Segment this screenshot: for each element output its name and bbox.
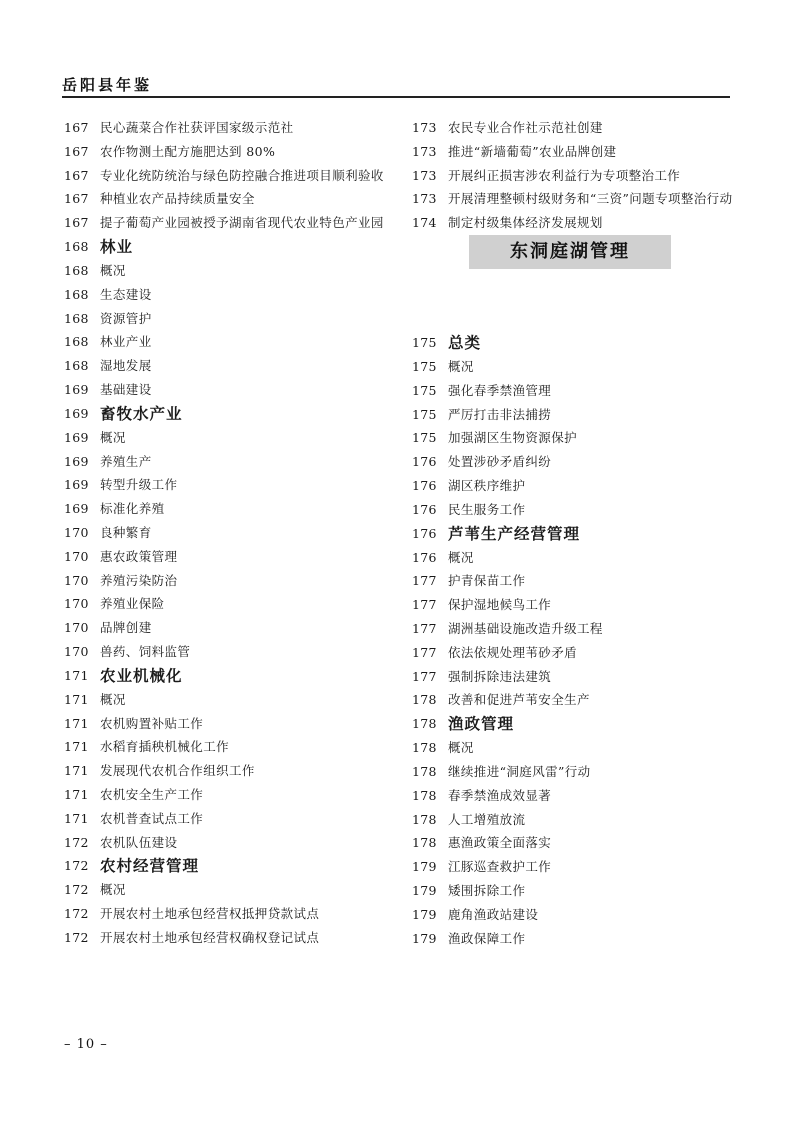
toc-entry-title: 护青保苗工作 — [448, 573, 526, 589]
toc-page-number: 177 — [412, 668, 437, 684]
toc-page-number: 175 — [412, 334, 437, 350]
toc-entry — [64, 831, 394, 855]
toc-entry — [64, 521, 394, 545]
toc-page-number: 170 — [64, 643, 89, 659]
toc-entry-title: 江豚巡查救护工作 — [448, 859, 552, 875]
toc-page-number: 176 — [412, 477, 437, 493]
toc-entry-title: 农作物测土配方施肥达到 80% — [100, 143, 276, 159]
toc-entry — [412, 355, 737, 379]
toc-page-number: 176 — [412, 454, 437, 470]
toc-left-column — [64, 116, 394, 950]
toc-entry-title: 养殖污染防治 — [100, 572, 178, 588]
toc-entry — [64, 688, 394, 712]
toc-entry — [64, 878, 394, 902]
toc-entry-title: 基础建设 — [100, 381, 152, 397]
toc-entry — [412, 736, 737, 760]
toc-entry — [64, 497, 394, 521]
toc-entry-title: 概况 — [100, 882, 126, 898]
toc-page-number: 172 — [64, 906, 89, 922]
toc-entry — [412, 617, 737, 641]
header-rule — [62, 96, 730, 98]
toc-page-number: 177 — [412, 644, 437, 660]
toc-section-title: 林业 — [100, 237, 134, 256]
toc-entry-title: 春季禁渔成效显著 — [448, 787, 552, 803]
toc-entry-title: 养殖生产 — [100, 453, 152, 469]
toc-entry — [64, 735, 394, 759]
toc-entry — [412, 546, 737, 570]
toc-entry — [412, 784, 737, 808]
toc-entry-title: 民生服务工作 — [448, 501, 526, 517]
toc-section-title: 总类 — [448, 333, 482, 352]
toc-page-number: 171 — [64, 691, 89, 707]
toc-entry-title: 矮围拆除工作 — [448, 882, 526, 898]
toc-entry-title: 推进“新墙葡萄”农业品牌创建 — [448, 143, 617, 159]
toc-page-number: 178 — [412, 835, 437, 851]
toc-entry-title: 处置涉砂矛盾纠纷 — [448, 454, 552, 470]
toc-entry-title: 农机队伍建设 — [100, 834, 178, 850]
toc-entry — [412, 211, 737, 235]
toc-page-number: 177 — [412, 573, 437, 589]
toc-entry — [412, 450, 737, 474]
toc-page-number: 170 — [64, 572, 89, 588]
toc-page-number: 171 — [64, 739, 89, 755]
toc-entry — [412, 379, 737, 403]
toc-page-number: 178 — [412, 716, 437, 732]
toc-entry-title: 鹿角渔政站建设 — [448, 906, 539, 922]
toc-entry — [64, 450, 394, 474]
toc-page-number: 171 — [64, 810, 89, 826]
toc-entry — [64, 926, 394, 950]
toc-entry-title: 提子葡萄产业园被授予湖南省现代农业特色产业园 — [100, 215, 384, 231]
toc-entry-title: 兽药、饲料监管 — [100, 643, 191, 659]
toc-entry — [64, 640, 394, 664]
toc-entry — [412, 403, 737, 427]
toc-section-title: 农村经营管理 — [100, 857, 200, 876]
toc-page-number: 177 — [412, 597, 437, 613]
toc-entry — [64, 473, 394, 497]
toc-entry-title: 种植业农产品持续质量安全 — [100, 191, 255, 207]
toc-page-number: 173 — [412, 191, 437, 207]
toc-entry — [412, 855, 737, 879]
toc-page-number: 171 — [64, 786, 89, 802]
toc-entry-title: 良种繁育 — [100, 524, 152, 540]
toc-entry — [412, 760, 737, 784]
toc-entry — [64, 259, 394, 283]
toc-entry-title: 生态建设 — [100, 286, 152, 302]
toc-entry — [64, 783, 394, 807]
toc-entry-title: 开展农村土地承包经营权抵押贷款试点 — [100, 906, 320, 922]
toc-page-number: 175 — [412, 358, 437, 374]
toc-entry-title: 农机购置补贴工作 — [100, 715, 204, 731]
toc-entry — [412, 116, 737, 140]
toc-entry-title: 概况 — [100, 262, 126, 278]
toc-entry-title: 湿地发展 — [100, 358, 152, 374]
toc-page-number: 169 — [64, 453, 89, 469]
toc-page-number: 172 — [64, 834, 89, 850]
toc-page-number: 170 — [64, 548, 89, 564]
toc-entry — [412, 498, 737, 522]
toc-entry-title: 概况 — [448, 549, 474, 565]
chapter-banner: 东洞庭湖管理 — [469, 235, 671, 269]
toc-page-number: 167 — [64, 143, 89, 159]
toc-entry — [64, 569, 394, 593]
toc-page-number: 167 — [64, 191, 89, 207]
toc-page-number: 171 — [64, 763, 89, 779]
toc-page-number: 176 — [412, 501, 437, 517]
toc-right-top-list — [412, 116, 737, 235]
toc-entry — [412, 808, 737, 832]
toc-page-number: 169 — [64, 477, 89, 493]
toc-entry-title: 农民专业合作社示范社创建 — [448, 120, 603, 135]
toc-entry-title: 保护湿地候鸟工作 — [448, 597, 552, 613]
toc-section-heading — [412, 331, 737, 355]
toc-section-heading — [412, 522, 737, 546]
toc-entry — [412, 593, 737, 617]
toc-page-number: 170 — [64, 620, 89, 636]
toc-page-number: 179 — [412, 930, 437, 946]
toc-page-number: 178 — [412, 811, 437, 827]
toc-entry — [64, 283, 394, 307]
toc-entry — [412, 641, 737, 665]
toc-entry — [412, 569, 737, 593]
toc-page-number: 178 — [412, 692, 437, 708]
toc-page-number: 172 — [64, 858, 89, 874]
toc-entry — [412, 140, 737, 164]
toc-page-number: 178 — [412, 787, 437, 803]
toc-page-number: 168 — [64, 310, 89, 326]
toc-page-number: 168 — [64, 358, 89, 374]
toc-page-number: 169 — [64, 429, 89, 445]
toc-page-number: 176 — [412, 525, 437, 541]
toc-entry — [64, 187, 394, 211]
toc-entry — [64, 378, 394, 402]
toc-entry — [412, 474, 737, 498]
toc-entry-title: 农机安全生产工作 — [100, 786, 204, 802]
toc-page-number: 171 — [64, 667, 89, 683]
toc-entry-title: 民心蔬菜合作社获评国家级示范社 — [100, 120, 294, 135]
toc-section-heading — [64, 664, 394, 688]
toc-page-number: 172 — [64, 929, 89, 945]
toc-entry-title: 强化春季禁渔管理 — [448, 382, 552, 398]
toc-entry-title: 加强湖区生物资源保护 — [448, 430, 578, 446]
toc-page-number: 175 — [412, 406, 437, 422]
toc-entry-title: 惠农政策管理 — [100, 548, 178, 564]
toc-entry-title: 惠渔政策全面落实 — [448, 835, 552, 851]
toc-entry — [412, 164, 737, 188]
toc-page-number: 169 — [64, 381, 89, 397]
toc-page-number: 168 — [64, 286, 89, 302]
toc-entry — [412, 927, 737, 951]
toc-entry-title: 养殖业保险 — [100, 596, 165, 612]
toc-entry — [412, 903, 737, 927]
toc-page-number: 170 — [64, 596, 89, 612]
toc-section-heading — [64, 854, 394, 878]
toc-page-number: 168 — [64, 262, 89, 278]
toc-entry — [64, 211, 394, 235]
toc-entry — [64, 307, 394, 331]
toc-entry — [412, 665, 737, 689]
toc-section-heading — [412, 712, 737, 736]
toc-entry-title: 概况 — [100, 691, 126, 707]
toc-page-number: 173 — [412, 143, 437, 159]
toc-entry-title: 开展农村土地承包经营权确权登记试点 — [100, 929, 320, 945]
toc-page-number: 169 — [64, 501, 89, 517]
toc-entry-title: 品牌创建 — [100, 620, 152, 636]
toc-entry — [64, 116, 394, 140]
toc-entry — [412, 426, 737, 450]
toc-entry-title: 农机普查试点工作 — [100, 810, 204, 826]
toc-entry — [64, 807, 394, 831]
toc-page-number: 179 — [412, 859, 437, 875]
toc-page-number: 172 — [64, 882, 89, 898]
toc-entry-title: 概况 — [448, 740, 474, 756]
toc-entry-title: 强制拆除违法建筑 — [448, 668, 552, 684]
toc-page-number: 169 — [64, 405, 89, 421]
running-head-title: 岳阳县年鉴 — [62, 76, 153, 94]
toc-entry — [64, 902, 394, 926]
toc-entry — [64, 354, 394, 378]
toc-entry-title: 人工增殖放流 — [448, 811, 526, 827]
toc-section-title: 农业机械化 — [100, 666, 183, 685]
chapter-banner-area — [412, 235, 737, 331]
toc-entry-title: 概况 — [448, 358, 474, 374]
toc-page-number: 174 — [412, 215, 437, 231]
toc-entry-title: 湖区秩序维护 — [448, 477, 526, 493]
toc-page-number: 179 — [412, 906, 437, 922]
toc-entry-title: 改善和促进芦苇安全生产 — [448, 692, 590, 708]
toc-entry — [64, 592, 394, 616]
toc-section-title: 畜牧水产业 — [100, 404, 183, 423]
toc-page-number: 177 — [412, 620, 437, 636]
toc-page-number: 168 — [64, 334, 89, 350]
toc-entry — [64, 712, 394, 736]
toc-page-number: 167 — [64, 215, 89, 231]
toc-entry — [412, 688, 737, 712]
toc-entry — [412, 879, 737, 903]
toc-entry-title: 概况 — [100, 429, 126, 445]
toc-entry — [64, 426, 394, 450]
toc-section-title: 芦苇生产经营管理 — [448, 524, 581, 543]
toc-entry-title: 严厉打击非法捕捞 — [448, 406, 552, 422]
toc-entry-title: 湖洲基础设施改造升级工程 — [448, 620, 603, 636]
toc-page-number: 175 — [412, 430, 437, 446]
toc-page-number: 176 — [412, 549, 437, 565]
toc-entry-title: 开展纠正损害涉农利益行为专项整治工作 — [448, 167, 681, 183]
toc-page-number: 173 — [412, 120, 437, 135]
toc-entry — [64, 759, 394, 783]
toc-entry-title: 资源管护 — [100, 310, 152, 326]
toc-page-number: 167 — [64, 167, 89, 183]
toc-page-number: 170 — [64, 524, 89, 540]
toc-page-number: 167 — [64, 120, 89, 135]
toc-page-number: 178 — [412, 740, 437, 756]
toc-entry — [412, 831, 737, 855]
toc-entry-title: 制定村级集体经济发展规划 — [448, 215, 603, 231]
toc-section-title: 渔政管理 — [448, 715, 515, 734]
toc-section-heading — [64, 235, 394, 259]
toc-right-bottom-list — [412, 331, 737, 950]
toc-entry-title: 水稻育插秧机械化工作 — [100, 739, 230, 755]
toc-page-number: 178 — [412, 763, 437, 779]
toc-page-number: 175 — [412, 382, 437, 398]
toc-page-number: 173 — [412, 167, 437, 183]
toc-page-number: 179 — [412, 882, 437, 898]
toc-right-column — [412, 116, 737, 950]
toc-entry — [412, 187, 737, 211]
toc-entry-title: 依法依规处理苇砂矛盾 — [448, 644, 578, 660]
toc-entry-title: 继续推进“洞庭风雷”行动 — [448, 763, 591, 779]
toc-section-heading — [64, 402, 394, 426]
toc-page-number: 168 — [64, 238, 89, 254]
page-number: – 10 – — [64, 1037, 108, 1052]
toc-entry — [64, 164, 394, 188]
toc-entry — [64, 616, 394, 640]
toc-entry-title: 专业化统防统治与绿色防控融合推进项目顺利验收 — [100, 167, 384, 183]
toc-entry — [64, 545, 394, 569]
toc-entry-title: 渔政保障工作 — [448, 930, 526, 946]
toc-entry-title: 发展现代农机合作组织工作 — [100, 763, 255, 779]
toc-entry-title: 转型升级工作 — [100, 477, 178, 493]
toc-entry — [64, 330, 394, 354]
toc-entry-title: 林业产业 — [100, 334, 152, 350]
toc-entry-title: 开展清理整顿村级财务和“三资”问题专项整治行动 — [448, 191, 733, 207]
toc-page-number: 171 — [64, 715, 89, 731]
toc-entry — [64, 140, 394, 164]
toc-entry-title: 标准化养殖 — [100, 501, 165, 517]
